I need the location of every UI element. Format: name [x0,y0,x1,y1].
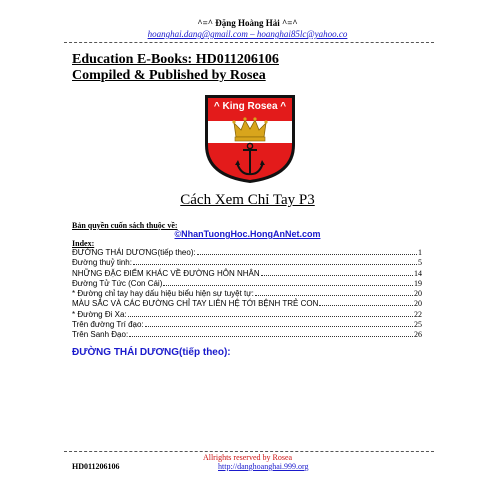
footer-rights: Allrights reserved by Rosea [202,453,293,462]
toc-entry[interactable]: Đường Tử Tức (Con Cái) 19 [72,278,422,288]
index-label: Index: [72,239,95,248]
toc-leader-dots [133,257,417,265]
book-id-line: Education E-Books: HD011206106 [72,52,279,67]
publisher-line: Compiled & Published by Rosea [72,68,266,83]
toc-leader-dots [129,329,413,337]
toc-entry[interactable]: Trên đường Trí đạo: 25 [72,320,422,330]
section-heading: ĐƯỜNG THÁI DƯƠNG(tiếp theo): [72,347,231,358]
footer-doc-id: HD011206106 [72,462,120,471]
toc-leader-dots [319,298,413,306]
table-of-contents [72,247,422,340]
toc-leader-dots [261,268,413,276]
toc-entry[interactable]: ĐƯỜNG THÁI DƯƠNG(tiếp theo): 1 [72,248,422,257]
copyright-site-link[interactable]: ©NhanTuongHoc.HongAnNet.com [174,229,321,239]
toc-entry[interactable]: * Đường Đi Xa: 22 [72,309,422,319]
toc-leader-dots [163,278,413,286]
toc-entry[interactable]: * Đường chỉ tay hay dấu hiệu biểu hiện sự tuyệt tự: 20 [72,289,422,299]
footer-url-link[interactable]: http://danghoanghai.999.org [218,462,309,471]
toc-entry[interactable]: MÀU SẮC VÀ CÁC ĐƯỜNG CHỈ TAY LIÊN HỆ TỚI BỆNH TRẺ CON 20 [72,299,422,309]
header-rule [64,42,434,43]
king-rosea-crest-logo [199,93,301,185]
toc-leader-dots [255,288,413,296]
document-title: Cách Xem Chỉ Tay P3 [180,192,315,208]
copyright-label: Bản quyền cuốn sách thuộc về: [72,221,178,230]
footer-rule [64,451,434,452]
toc-leader-dots [128,309,413,317]
toc-leader-dots [197,247,417,255]
toc-leader-dots [145,319,413,327]
crest-lettering: ^ King Rosea ^ [213,101,287,112]
toc-entry[interactable]: Trên Sanh Đạo: 26 [72,330,422,340]
toc-entry[interactable]: Đường thuỷ tinh: 5 [72,258,422,268]
toc-entry[interactable]: NHỮNG ĐẶC ĐIỂM KHÁC VỀ ĐƯỜNG HÔN NHÂN 14 [72,268,422,278]
author-emails[interactable]: hoanghai.dang@gmail.com – hoanghai85lc@yahoo.co [147,29,348,39]
author-line: ^=^ Đặng Hoàng Hải ^=^ [197,18,298,28]
